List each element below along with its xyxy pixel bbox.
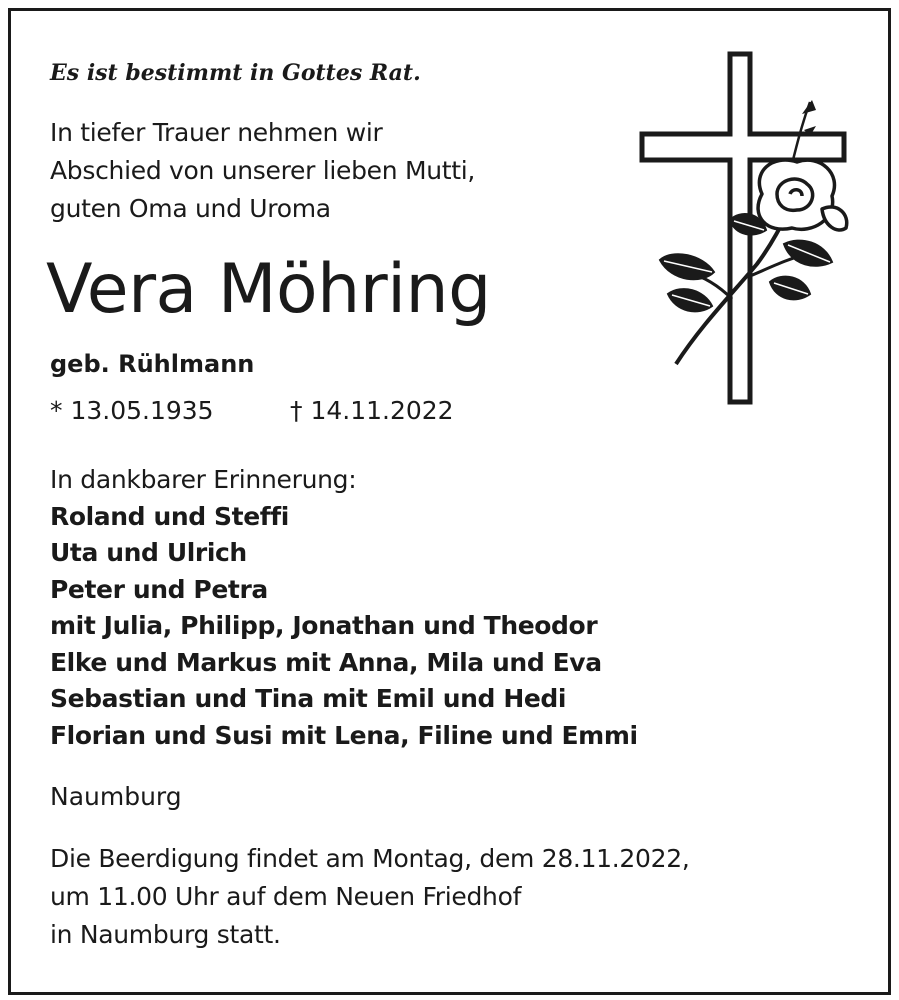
place: Naumburg	[50, 782, 182, 811]
family-line: Roland und Steffi	[50, 501, 289, 531]
funeral-line: Die Beerdigung findet am Montag, dem 28.11.2022,	[50, 844, 690, 873]
birth-name: geb. Rühlmann	[50, 350, 255, 378]
family-line: Sebastian und Tina mit Emil und Hedi	[50, 684, 567, 713]
family-line: Peter und Petra	[50, 574, 268, 604]
life-dates	[50, 396, 454, 425]
family-line: Elke und Markus mit Anna, Mila und Eva	[50, 647, 602, 677]
intro-line: In tiefer Trauer nehmen wir	[50, 118, 383, 147]
family-line: Uta und Ulrich	[50, 538, 247, 567]
memory-lead: In dankbarer Erinnerung:	[50, 465, 357, 494]
intro-line: Abschied von unserer lieben Mutti,	[50, 156, 476, 185]
cross-with-rose-icon	[632, 44, 862, 412]
death-date: † 14.11.2022	[290, 396, 454, 425]
family-line: Florian und Susi mit Lena, Filine und Emmi	[50, 720, 638, 750]
funeral-info	[50, 840, 690, 954]
deceased-name: Vera Möhring	[46, 250, 491, 329]
motto: Es ist bestimmt in Gottes Rat.	[50, 60, 421, 86]
family-line: mit Julia, Philipp, Jonathan und Theodor	[50, 611, 598, 640]
birth-date: * 13.05.1935	[50, 396, 214, 425]
mourners-list	[50, 462, 638, 754]
intro-line: guten Oma und Uroma	[50, 194, 331, 223]
funeral-line: um 11.00 Uhr auf dem Neuen Friedhof	[50, 882, 522, 911]
intro-text	[50, 114, 475, 228]
funeral-line: in Naumburg statt.	[50, 920, 281, 949]
